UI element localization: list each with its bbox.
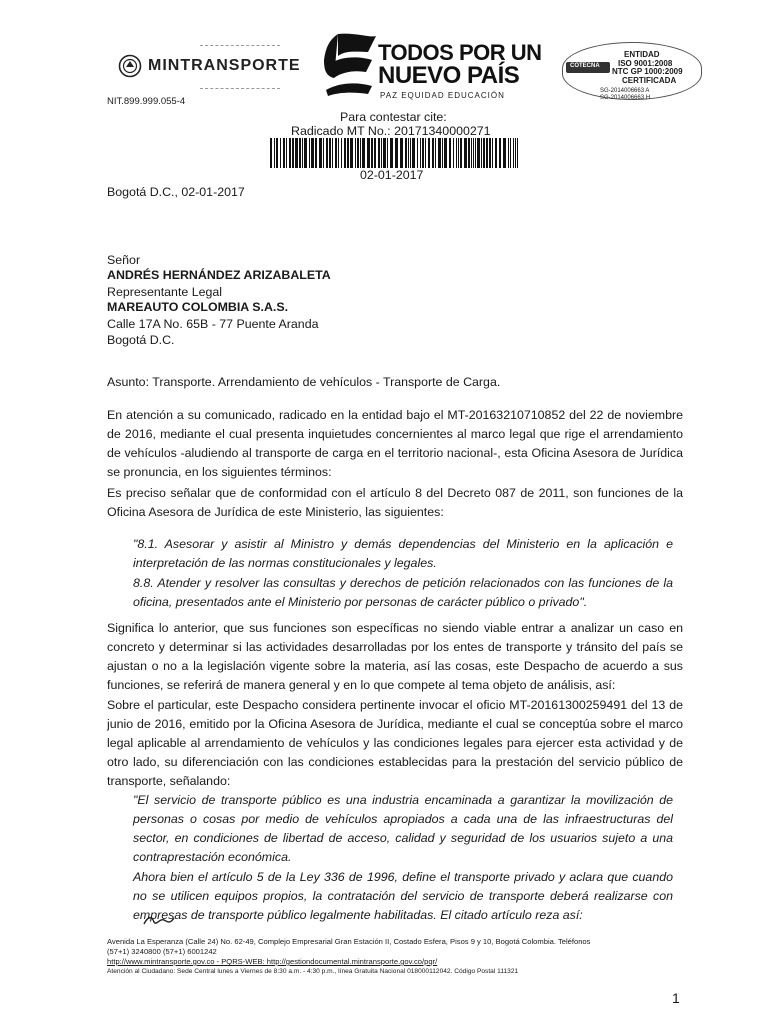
barcode-bar: [515, 138, 516, 168]
barcode-bar: [510, 138, 511, 168]
nuevo-pais-logo-icon: [320, 30, 380, 98]
barcode-bar: [408, 138, 409, 168]
barcode-bar: [326, 138, 328, 168]
barcode-bar: [309, 138, 310, 168]
nit-number: NIT.899.999.055-4: [107, 96, 186, 107]
letterhead: [0, 0, 768, 120]
barcode-bar: [400, 138, 403, 168]
barcode-bar: [477, 138, 480, 168]
barcode-bar: [405, 138, 407, 168]
barcode-bar: [286, 138, 287, 168]
city: Bogotá D.C.: [107, 333, 175, 347]
barcode-bar: [319, 138, 322, 168]
barcode-bar: [289, 138, 291, 168]
barcode-bar: [329, 138, 331, 168]
slogan-line2: NUEVO PAÍS: [378, 62, 520, 89]
barcode-bar: [412, 138, 415, 168]
barcode-bar: [444, 138, 447, 168]
barcode-bar: [464, 138, 467, 168]
cert-code1: SG-2014006663 A: [600, 88, 650, 94]
barcode-bar: [383, 138, 386, 168]
quote-1: "8.1. Asesorar y asistir al Ministro y demás dependencias del Ministerio en la aplicación e interpretación de las normas constitucionales y legales.: [133, 537, 673, 570]
barcode-bar: [355, 138, 356, 168]
barcode-bar: [471, 138, 472, 168]
barcode-icon: [270, 138, 520, 168]
barcode-bar: [367, 138, 370, 168]
colombia-seal-icon: [118, 54, 142, 78]
barcode-bar: [344, 138, 346, 168]
barcode-bar: [311, 138, 314, 168]
paragraph-1: En atención a su comunicado, radicado en la entidad bajo el MT-20163210710852 del 22 de noviembre de 2016, mediante el cual presenta inquietudes concernientes al marco legal que rige el arrendamiento de vehículos -aludiendo al transporte de carga en el territorio nacional-, esta Oficina Asesora de Jurídica se pronuncia, en los siguientes términos:: [107, 408, 683, 479]
barcode-bar: [304, 138, 307, 168]
quote-2: 8.8. Atender y resolver las consultas y derechos de petición relacionados con las funciones de la oficina, presentados ante el Ministerio por personas de carácter público o privado".: [133, 576, 673, 609]
barcode-bar: [428, 138, 430, 168]
quote-3: "El servicio de transporte público es una industria encaminada a garantizar la movilización de personas o cosas por medio de vehículos apropiados a cada una de las infraestructuras del sector, en condiciones de libertad de acceso, calidad y seguridad de los usuarios sujeto a una contraprestación económica.: [133, 793, 673, 864]
barcode-bar: [357, 138, 359, 168]
barcode-bar: [302, 138, 303, 168]
divider-line: [200, 88, 280, 89]
paragraph-2: Es preciso señalar que de conformidad con el artículo 8 del Decreto 087 de 2011, son funciones de la Oficina Asesora de Jurídica de este Ministerio, las siguientes:: [107, 486, 683, 519]
barcode-bar: [483, 138, 485, 168]
barcode-bar: [489, 138, 491, 168]
recipient-name: ANDRÉS HERNÁNDEZ ARIZABALETA: [107, 268, 331, 282]
barcode-bar: [387, 138, 388, 168]
barcode-bar: [299, 138, 301, 168]
cert-line3: CERTIFICADA: [622, 76, 677, 85]
company-name: MAREAUTO COLOMBIA S.A.S.: [107, 300, 289, 314]
barcode-bar: [323, 138, 324, 168]
barcode-bar: [390, 138, 393, 168]
barcode-bar: [486, 138, 488, 168]
barcode-bar: [332, 138, 333, 168]
footer-phones: (57+1) 3240800 (57+1) 6001242: [107, 947, 217, 956]
footer-service-hours: Atención al Ciudadano: Sede Central lunes a Viernes de 8:30 a.m. - 4:30 p.m., línea Gratuita Nacional 018000112042. Código Postal 111321: [107, 968, 519, 975]
barcode-bar: [432, 138, 434, 168]
barcode-bar: [410, 138, 411, 168]
barcode-bar: [270, 138, 272, 168]
subject: Asunto: Transporte. Arrendamiento de vehículos - Transporte de Carga.: [107, 375, 501, 389]
barcode-bar: [341, 138, 342, 168]
barcode-bar: [422, 138, 424, 168]
footer-address: Avenida La Esperanza (Calle 24) No. 62-49, Complejo Empresarial Gran Estación II, Costado Esfera, Pisos 9 y 10, Bogotá Colombia. Teléfonos: [107, 937, 591, 946]
barcode-bar: [360, 138, 361, 168]
cert-brand-badge: [566, 62, 610, 73]
barcode-bar: [503, 138, 506, 168]
barcode-bar: [292, 138, 294, 168]
barcode-bar: [492, 138, 493, 168]
barcode-bar: [378, 138, 380, 168]
barcode-bar: [495, 138, 497, 168]
quote-4: Ahora bien el artículo 5 de la Ley 336 de 1996, define el transporte privado y aclara que cuando no se utilicen equipos propios, la contratación del servicio de transporte deberá realizarse con empresas de transporte público legalmente habilitadas. El citado artículo reza así:: [133, 870, 673, 922]
cert-title: ENTIDAD: [624, 50, 660, 59]
barcode-bar: [338, 138, 339, 168]
barcode-bar: [417, 138, 418, 168]
radicado-number: Radicado MT No.: 20171340000271: [291, 124, 491, 138]
barcode-bar: [458, 138, 459, 168]
paragraph-3: Significa lo anterior, que sus funciones son específicas no siendo viable entrar a analizar un caso en concreto y determinar si las actividades desarrolladas por los entes de transporte y tránsito del país se ajustan o no a la legislación vigente sobre la materia, así las cosas, este Despacho de acuerdo a sus funciones, se referirá de manera general y en lo que compete al tema objeto de análisis, así:: [107, 621, 683, 692]
barcode-bar: [468, 138, 470, 168]
barcode-bar: [513, 138, 514, 168]
barcode-bar: [442, 138, 443, 168]
barcode-bar: [280, 138, 281, 168]
barcode-bar: [420, 138, 421, 168]
barcode-bar: [460, 138, 462, 168]
barcode-bar: [453, 138, 454, 168]
barcode-bar: [435, 138, 436, 168]
barcode-bar: [473, 138, 474, 168]
radicado-date: 02-01-2017: [360, 168, 424, 182]
barcode-bar: [283, 138, 285, 168]
cert-code2: SG-2014006663 H: [600, 95, 651, 101]
paragraph-4: Sobre el particular, este Despacho considera pertinente invocar el oficio MT-20161300259491 del 13 de junio de 2016, emitido por la Oficina Asesora de Jurídica, mediante el cual se conceptúa sobre el marco legal aplicable al arrendamiento de vehículos y las condiciones legales para ejercer esta actividad y de otro lado, su diferenciación con las condiciones establecidas para la prestación del servicio público de transporte, señalando:: [107, 698, 683, 788]
barcode-bar: [371, 138, 373, 168]
barcode-bar: [381, 138, 382, 168]
barcode-bar: [276, 138, 278, 168]
barcode-bar: [481, 138, 482, 168]
slogan-line1: TODOS POR UN: [378, 40, 542, 65]
cert-brand: COTECNA: [570, 63, 600, 69]
barcode-bar: [499, 138, 501, 168]
address: Calle 17A No. 65B - 77 Puente Aranda: [107, 317, 319, 331]
cert-line1: ISO 9001:2008: [618, 59, 673, 68]
cite-label: Para contestar cite:: [340, 110, 447, 124]
barcode-bar: [475, 138, 476, 168]
barcode-bar: [347, 138, 349, 168]
barcode-bar: [456, 138, 457, 168]
barcode-bar: [362, 138, 365, 168]
barcode-bar: [335, 138, 337, 168]
barcode-bar: [274, 138, 275, 168]
barcode-bar: [395, 138, 398, 168]
place-date: Bogotá D.C., 02-01-2017: [107, 185, 245, 199]
barcode-bar: [449, 138, 451, 168]
barcode-bar: [350, 138, 353, 168]
org-name: MINTRANSPORTE: [148, 57, 301, 74]
barcode-bar: [508, 138, 509, 168]
page-number: 1: [672, 990, 680, 1006]
cert-line2: NTC GP 1000:2009: [612, 67, 683, 76]
divider-line: [200, 45, 280, 46]
salutation: Señor: [107, 253, 141, 267]
barcode-bar: [374, 138, 376, 168]
initials-signature-icon: [142, 912, 176, 928]
footer-links[interactable]: http://www.mintransporte.gov.co - PQRS-WEB: http://gestiondocumental.mintransporte.gov.co/pqr/: [107, 957, 438, 966]
barcode-bar: [438, 138, 441, 168]
barcode-bar: [517, 138, 518, 168]
slogan-sub: PAZ EQUIDAD EDUCACIÓN: [380, 91, 505, 100]
barcode-bar: [295, 138, 298, 168]
barcode-bar: [425, 138, 426, 168]
barcode-bar: [315, 138, 317, 168]
recipient-role: Representante Legal: [107, 285, 223, 299]
